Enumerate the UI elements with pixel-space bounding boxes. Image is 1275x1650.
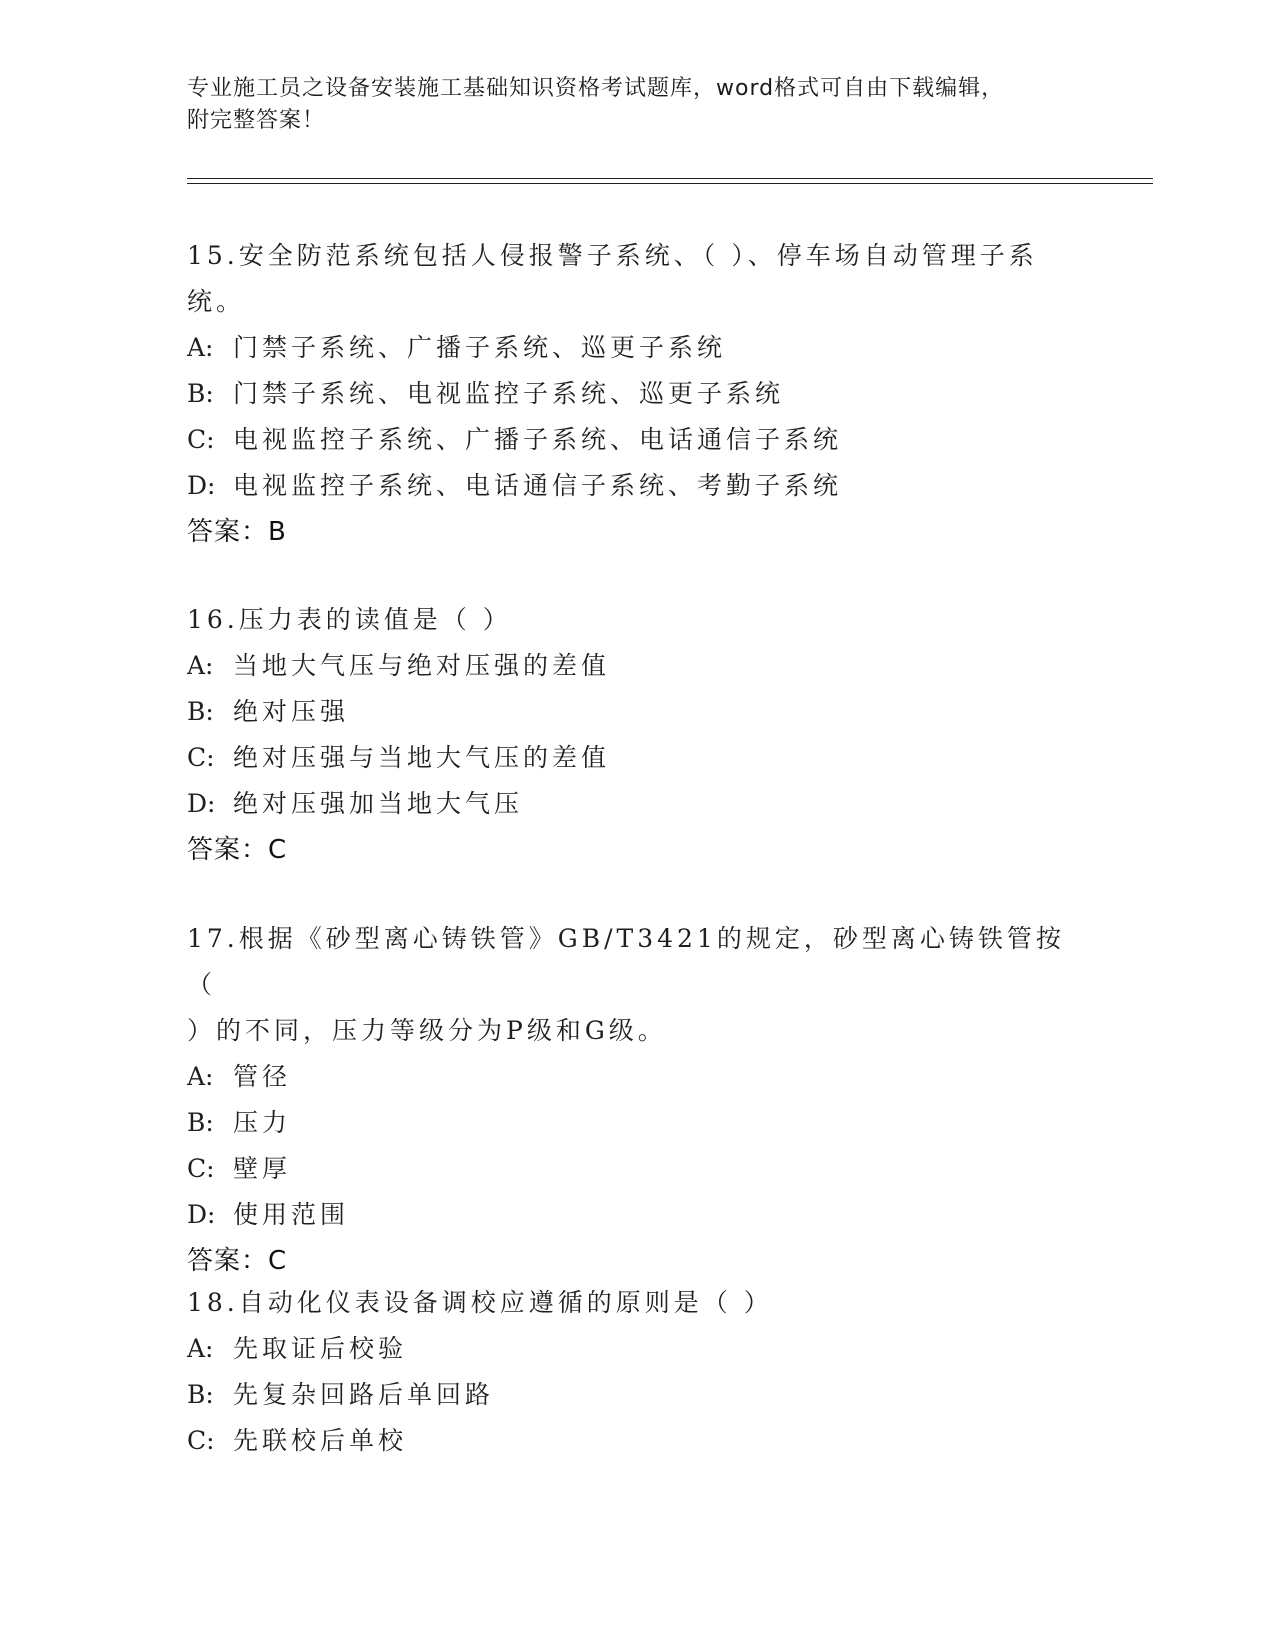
- option-d: [187, 1192, 1077, 1238]
- question-stem-line-2: 统。: [187, 287, 246, 316]
- option-text: 使用范围: [233, 1200, 350, 1229]
- option-a: [187, 325, 1077, 371]
- question-stem: [187, 916, 1077, 1054]
- option-letter: C:: [187, 425, 215, 454]
- option-b: [187, 371, 1077, 417]
- option-text: 壁厚: [233, 1154, 292, 1183]
- option-b: [187, 1100, 1077, 1146]
- option-a: [187, 1326, 1077, 1372]
- option-letter: A:: [187, 1062, 214, 1091]
- answer-line: 答案：C: [187, 835, 288, 865]
- option-text: 门禁子系统、广播子系统、巡更子系统: [233, 333, 727, 362]
- option-letter: C:: [187, 1154, 215, 1183]
- question-stem-line-1: 18.自动化仪表设备调校应遵循的原则是（ ）: [187, 1288, 773, 1317]
- option-text: 管径: [233, 1062, 292, 1091]
- question-stem-line-2: ）的不同，压力等级分为P级和G级。: [187, 1016, 667, 1045]
- option-text: 绝对压强与当地大气压的差值: [233, 743, 611, 772]
- option-letter: D:: [187, 1200, 216, 1229]
- header-line-2: 附完整答案！: [187, 108, 326, 133]
- option-text: 先联校后单校: [233, 1426, 408, 1455]
- option-b: [187, 689, 1077, 735]
- option-letter: B:: [187, 379, 214, 408]
- question-stem-line-1: 16.压力表的读值是（ ）: [187, 605, 512, 634]
- question-stem: [187, 233, 1077, 325]
- question-15: [187, 233, 1077, 555]
- header-divider-top: [187, 178, 1153, 179]
- header-divider-bottom: [187, 183, 1153, 184]
- option-d: [187, 463, 1077, 509]
- option-text: 电视监控子系统、电话通信子系统、考勤子系统: [233, 471, 843, 500]
- option-letter: A:: [187, 1334, 214, 1363]
- option-text: 压力: [233, 1108, 292, 1137]
- answer-line: 答案：C: [187, 1246, 288, 1276]
- option-c: [187, 417, 1077, 463]
- option-letter: A:: [187, 333, 214, 362]
- option-letter: C:: [187, 1426, 215, 1455]
- option-text: 门禁子系统、电视监控子系统、巡更子系统: [233, 379, 785, 408]
- option-letter: D:: [187, 471, 216, 500]
- option-c: [187, 735, 1077, 781]
- question-stem: [187, 597, 1077, 643]
- question-stem-line-1: 17.根据《砂型离心铸铁管》GB/T3421的规定，砂型离心铸铁管按（: [187, 924, 1065, 999]
- option-text: 绝对压强: [233, 697, 350, 726]
- option-a: [187, 643, 1077, 689]
- option-text: 先复杂回路后单回路: [233, 1380, 495, 1409]
- option-c: [187, 1146, 1077, 1192]
- question-stem: [187, 1280, 1077, 1326]
- option-b: [187, 1372, 1077, 1418]
- option-a: [187, 1054, 1077, 1100]
- option-letter: B:: [187, 1380, 214, 1409]
- option-letter: A:: [187, 651, 214, 680]
- option-text: 先取证后校验: [233, 1334, 408, 1363]
- option-letter: B:: [187, 1108, 214, 1137]
- document-header: [187, 73, 1067, 137]
- question-16: [187, 597, 1077, 873]
- option-text: 电视监控子系统、广播子系统、电话通信子系统: [233, 425, 843, 454]
- option-text: 当地大气压与绝对压强的差值: [233, 651, 611, 680]
- option-c: [187, 1418, 1077, 1464]
- header-line-1: 专业施工员之设备安装施工基础知识资格考试题库，word格式可自由下载编辑，: [187, 76, 1005, 101]
- option-text: 绝对压强加当地大气压: [233, 789, 524, 818]
- option-letter: C:: [187, 743, 215, 772]
- question-stem-line-1: 15.安全防范系统包括人侵报警子系统、（ ）、停车场自动管理子系: [187, 241, 1038, 270]
- answer-line: 答案：B: [187, 517, 287, 547]
- question-18: [187, 1280, 1077, 1464]
- option-letter: B:: [187, 697, 214, 726]
- option-d: [187, 781, 1077, 827]
- question-17: [187, 916, 1077, 1284]
- option-letter: D:: [187, 789, 216, 818]
